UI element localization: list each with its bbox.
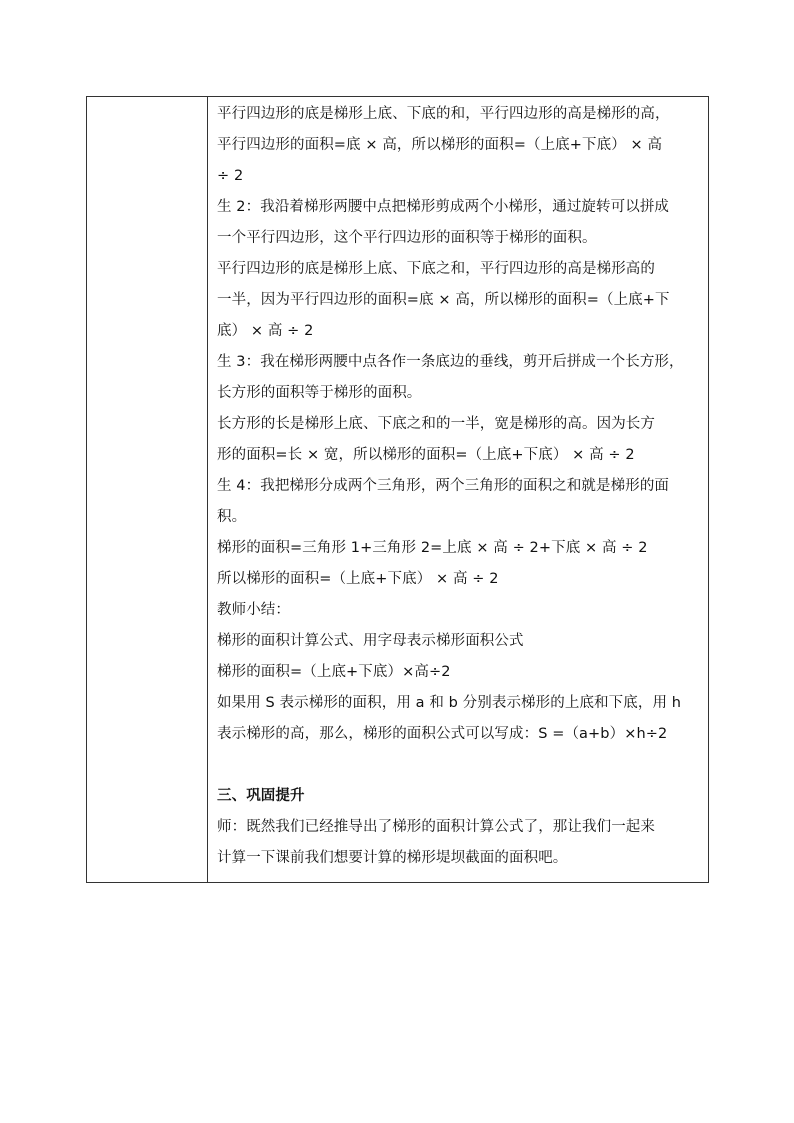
right-column-cell xyxy=(209,97,708,882)
text-line: 教师小结： xyxy=(217,602,290,618)
text-line: 积。 xyxy=(217,509,247,525)
text-line: 平行四边形的底是梯形上底、下底的和，平行四边形的高是梯形的高， xyxy=(217,106,670,122)
left-column-cell xyxy=(87,97,208,882)
text-line: 生 2：我沿着梯形两腰中点把梯形剪成两个小梯形，通过旋转可以拼成 xyxy=(217,199,670,215)
text-line: 一半，因为平行四边形的面积=底 × 高，所以梯形的面积=（上底+下 xyxy=(217,292,670,308)
text-line: 所以梯形的面积=（上底+下底） × 高 ÷ 2 xyxy=(217,571,499,587)
text-line: 平行四边形的底是梯形上底、下底之和，平行四边形的高是梯形高的 xyxy=(217,261,655,277)
text-line: 梯形的面积计算公式、用字母表示梯形面积公式 xyxy=(217,633,524,649)
blank-line xyxy=(217,750,700,781)
text-line: 生 4：我把梯形分成两个三角形，两个三角形的面积之和就是梯形的面 xyxy=(217,478,670,494)
text-line: 梯形的面积=（上底+下底）×高÷2 xyxy=(217,664,451,680)
text-line: 师：既然我们已经推导出了梯形的面积计算公式了，那让我们一起来 xyxy=(217,819,655,835)
text-line: 一个平行四边形，这个平行四边形的面积等于梯形的面积。 xyxy=(217,230,597,246)
text-line: 如果用 S 表示梯形的面积，用 a 和 b 分别表示梯形的上底和下底，用 h xyxy=(217,695,682,711)
text-line: 表示梯形的高，那么，梯形的面积公式可以写成：S =（a+b）×h÷2 xyxy=(217,726,668,742)
lesson-table xyxy=(86,96,709,883)
section-heading: 三、巩固提升 xyxy=(217,788,305,804)
text-line: 平行四边形的面积=底 × 高，所以梯形的面积=（上底+下底） × 高 xyxy=(217,137,663,153)
text-line: 底） × 高 ÷ 2 xyxy=(217,323,314,339)
text-line: 形的面积=长 × 宽，所以梯形的面积=（上底+下底） × 高 ÷ 2 xyxy=(217,447,635,463)
text-line: 长方形的长是梯形上底、下底之和的一半，宽是梯形的高。因为长方 xyxy=(217,416,655,432)
text-line: 计算一下课前我们想要计算的梯形堤坝截面的面积吧。 xyxy=(217,850,568,866)
text-line: 生 3：我在梯形两腰中点各作一条底边的垂线，剪开后拼成一个长方形， xyxy=(217,354,684,370)
text-line: ÷ 2 xyxy=(217,168,244,184)
text-line: 长方形的面积等于梯形的面积。 xyxy=(217,385,422,401)
text-line: 梯形的面积=三角形 1+三角形 2=上底 × 高 ÷ 2+下底 × 高 ÷ 2 xyxy=(217,540,648,556)
